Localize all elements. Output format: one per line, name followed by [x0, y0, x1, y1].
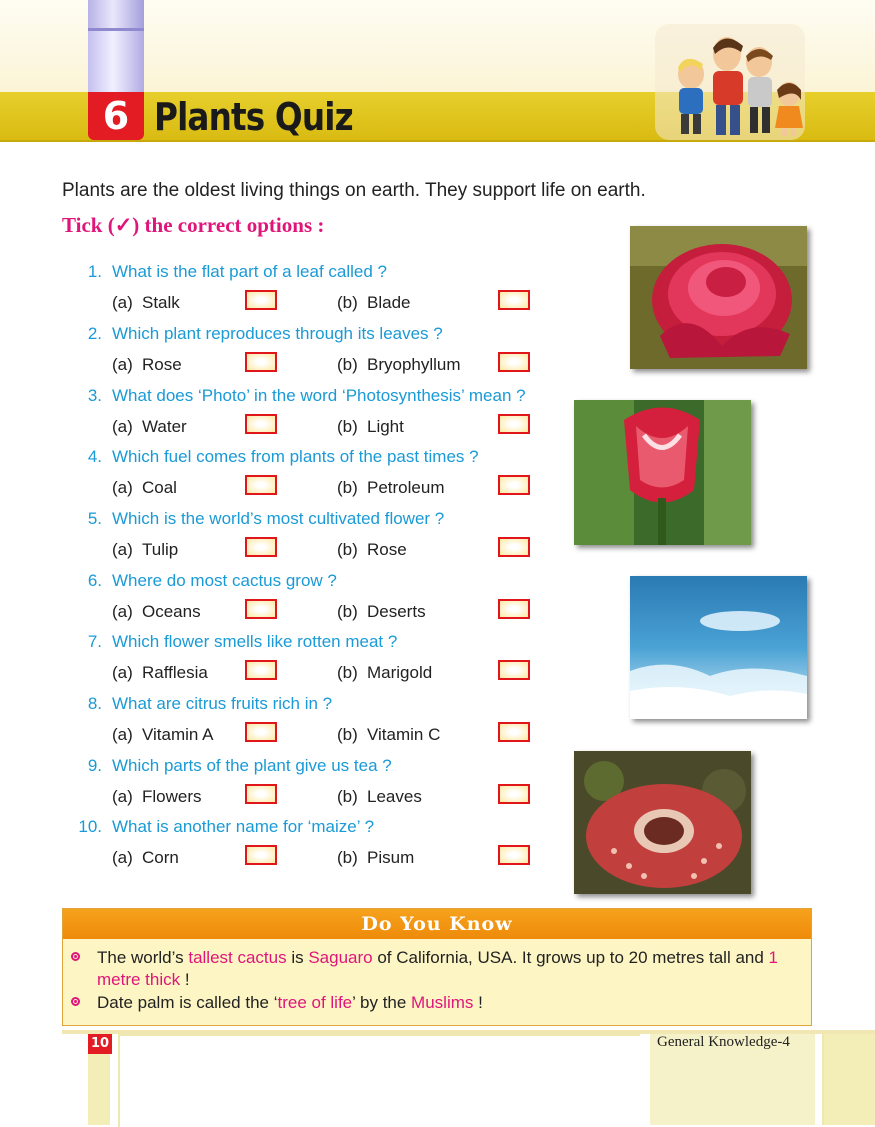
- option-label: (b): [337, 725, 358, 744]
- option-label: (a): [112, 663, 133, 682]
- option-text: Petroleum: [367, 478, 445, 497]
- fact-highlight: Saguaro: [308, 948, 373, 967]
- question-number: 6.: [87, 571, 102, 590]
- question-3: [62, 386, 526, 406]
- rose-photo-icon: [630, 226, 807, 369]
- question-10: [62, 817, 374, 837]
- fact-text: !: [473, 993, 483, 1012]
- question-4: [62, 447, 479, 467]
- do-you-know-box: [62, 908, 812, 1026]
- question-text: Where do most cactus grow ?: [112, 571, 337, 590]
- option-4a: [112, 478, 177, 498]
- fact-highlight: tree of life: [277, 993, 353, 1012]
- tick-box-9b[interactable]: [498, 784, 530, 804]
- footer-stripe-right: [822, 1034, 875, 1125]
- option-9b: [337, 787, 422, 807]
- option-label: (a): [112, 478, 133, 497]
- question-number: 8.: [87, 694, 102, 713]
- option-7b: [337, 663, 432, 683]
- tick-box-9a[interactable]: [245, 784, 277, 804]
- question-text: What is the flat part of a leaf called ?: [112, 262, 387, 281]
- instruction-heading: Tick (✓) the correct options :: [62, 213, 325, 237]
- tick-box-7a[interactable]: [245, 660, 277, 680]
- option-text: Corn: [142, 848, 179, 867]
- option-4b: [337, 478, 444, 498]
- tick-box-3a[interactable]: [245, 414, 277, 434]
- option-label: (b): [337, 293, 358, 312]
- question-number: 9.: [87, 756, 102, 775]
- option-5a: [112, 540, 178, 560]
- option-text: Oceans: [142, 602, 201, 621]
- option-6b: [337, 602, 426, 622]
- fact-2: [97, 992, 797, 1014]
- option-label: (b): [337, 540, 358, 559]
- fact-text: Date palm is called the ‘: [97, 993, 278, 1012]
- fact-text: ’ by the: [352, 993, 412, 1012]
- tick-box-10a[interactable]: [245, 845, 277, 865]
- question-5: [62, 509, 444, 529]
- chapter-tab-highlight: [88, 28, 144, 95]
- bullet-icon: [71, 952, 80, 961]
- do-you-know-heading: Do You Know: [63, 909, 811, 939]
- question-text: Which plant reproduces through its leaves ?: [112, 324, 443, 343]
- tick-box-4b[interactable]: [498, 475, 530, 495]
- option-label: (b): [337, 355, 358, 374]
- question-number: 5.: [87, 509, 102, 528]
- option-label: (b): [337, 602, 358, 621]
- question-6: [62, 571, 337, 591]
- option-label: (b): [337, 478, 358, 497]
- option-label: (a): [112, 848, 133, 867]
- option-8b: [337, 725, 440, 745]
- fact-1: [97, 947, 797, 991]
- tick-box-8a[interactable]: [245, 722, 277, 742]
- option-10b: [337, 848, 414, 868]
- book-name: General Knowledge-4: [657, 1034, 790, 1050]
- option-text: Light: [367, 417, 404, 436]
- tick-box-2a[interactable]: [245, 352, 277, 372]
- option-5b: [337, 540, 407, 560]
- bullet-icon: [71, 997, 80, 1006]
- option-text: Vitamin A: [142, 725, 214, 744]
- option-label: (b): [337, 787, 358, 806]
- tick-box-1a[interactable]: [245, 290, 277, 310]
- option-2b: [337, 355, 461, 375]
- option-text: Tulip: [142, 540, 179, 559]
- tick-box-1b[interactable]: [498, 290, 530, 310]
- option-8a: [112, 725, 214, 745]
- option-9a: [112, 787, 202, 807]
- kids-cartoon-icon: [655, 24, 805, 140]
- chapter-number: 6: [88, 92, 144, 140]
- option-text: Marigold: [367, 663, 433, 682]
- tick-box-4a[interactable]: [245, 475, 277, 495]
- question-number: 7.: [87, 632, 102, 651]
- tick-box-6a[interactable]: [245, 599, 277, 619]
- option-text: Blade: [367, 293, 411, 312]
- option-3a: [112, 417, 187, 437]
- question-7: [62, 632, 397, 652]
- option-10a: [112, 848, 179, 868]
- question-number: 4.: [87, 447, 102, 466]
- option-label: (a): [112, 355, 133, 374]
- option-label: (a): [112, 602, 133, 621]
- ocean-photo-icon: [630, 576, 807, 719]
- option-text: Coal: [142, 478, 177, 497]
- tulip-photo-icon: [574, 400, 751, 545]
- fact-text: The world’s: [97, 948, 189, 967]
- tick-box-3b[interactable]: [498, 414, 530, 434]
- question-number: 1.: [87, 262, 102, 281]
- option-label: (b): [337, 417, 358, 436]
- question-text: What is another name for ‘maize’ ?: [112, 817, 375, 836]
- option-6a: [112, 602, 201, 622]
- question-number: 10.: [78, 817, 102, 836]
- question-text: What does ‘Photo’ in the word ‘Photosynthesis’ mean ?: [112, 386, 526, 405]
- tick-box-2b[interactable]: [498, 352, 530, 372]
- option-3b: [337, 417, 404, 437]
- option-text: Flowers: [142, 787, 202, 806]
- option-1a: [112, 293, 180, 313]
- question-text: Which flower smells like rotten meat ?: [112, 632, 398, 651]
- intro-text: Plants are the oldest living things on earth. They support life on earth.: [62, 180, 646, 201]
- fact-highlight: Muslims: [411, 993, 474, 1012]
- option-text: Stalk: [142, 293, 180, 312]
- option-text: Rose: [367, 540, 407, 559]
- question-number: 3.: [87, 386, 102, 405]
- question-text: What are citrus fruits rich in ?: [112, 694, 333, 713]
- option-text: Bryophyllum: [367, 355, 461, 374]
- question-9: [62, 756, 392, 776]
- tick-box-6b[interactable]: [498, 599, 530, 619]
- rafflesia-photo-icon: [574, 751, 751, 894]
- tick-box-7b[interactable]: [498, 660, 530, 680]
- option-label: (a): [112, 725, 133, 744]
- option-1b: [337, 293, 410, 313]
- fact-highlight: 1 metre thick: [97, 948, 778, 989]
- option-text: Water: [142, 417, 187, 436]
- page-number: 10: [88, 1034, 112, 1054]
- option-label: (a): [112, 417, 133, 436]
- tick-box-5a[interactable]: [245, 537, 277, 557]
- question-text: Which fuel comes from plants of the past times ?: [112, 447, 479, 466]
- tick-box-8b[interactable]: [498, 722, 530, 742]
- question-text: Which parts of the plant give us tea ?: [112, 756, 392, 775]
- tick-box-10b[interactable]: [498, 845, 530, 865]
- tick-box-5b[interactable]: [498, 537, 530, 557]
- question-8: [62, 694, 332, 714]
- option-text: Pisum: [367, 848, 415, 867]
- option-label: (b): [337, 848, 358, 867]
- question-number: 2.: [87, 324, 102, 343]
- option-text: Vitamin C: [367, 725, 441, 744]
- option-label: (a): [112, 540, 133, 559]
- fact-text: !: [180, 970, 190, 989]
- chapter-title: Plants Quiz: [154, 95, 353, 139]
- question-1: [62, 262, 387, 282]
- option-text: Deserts: [367, 602, 426, 621]
- option-text: Leaves: [367, 787, 422, 806]
- fact-highlight: tallest cactus: [188, 948, 287, 967]
- option-7a: [112, 663, 208, 683]
- option-text: Rafflesia: [142, 663, 208, 682]
- footer-frame: [118, 1034, 640, 1127]
- fact-text: of California, USA. It grows up to 20 metres tall and: [372, 948, 769, 967]
- option-text: Rose: [142, 355, 182, 374]
- option-2a: [112, 355, 182, 375]
- question-text: Which is the world’s most cultivated flower ?: [112, 509, 445, 528]
- option-label: (b): [337, 663, 358, 682]
- option-label: (a): [112, 293, 133, 312]
- question-2: [62, 324, 443, 344]
- option-label: (a): [112, 787, 133, 806]
- fact-text: is: [286, 948, 309, 967]
